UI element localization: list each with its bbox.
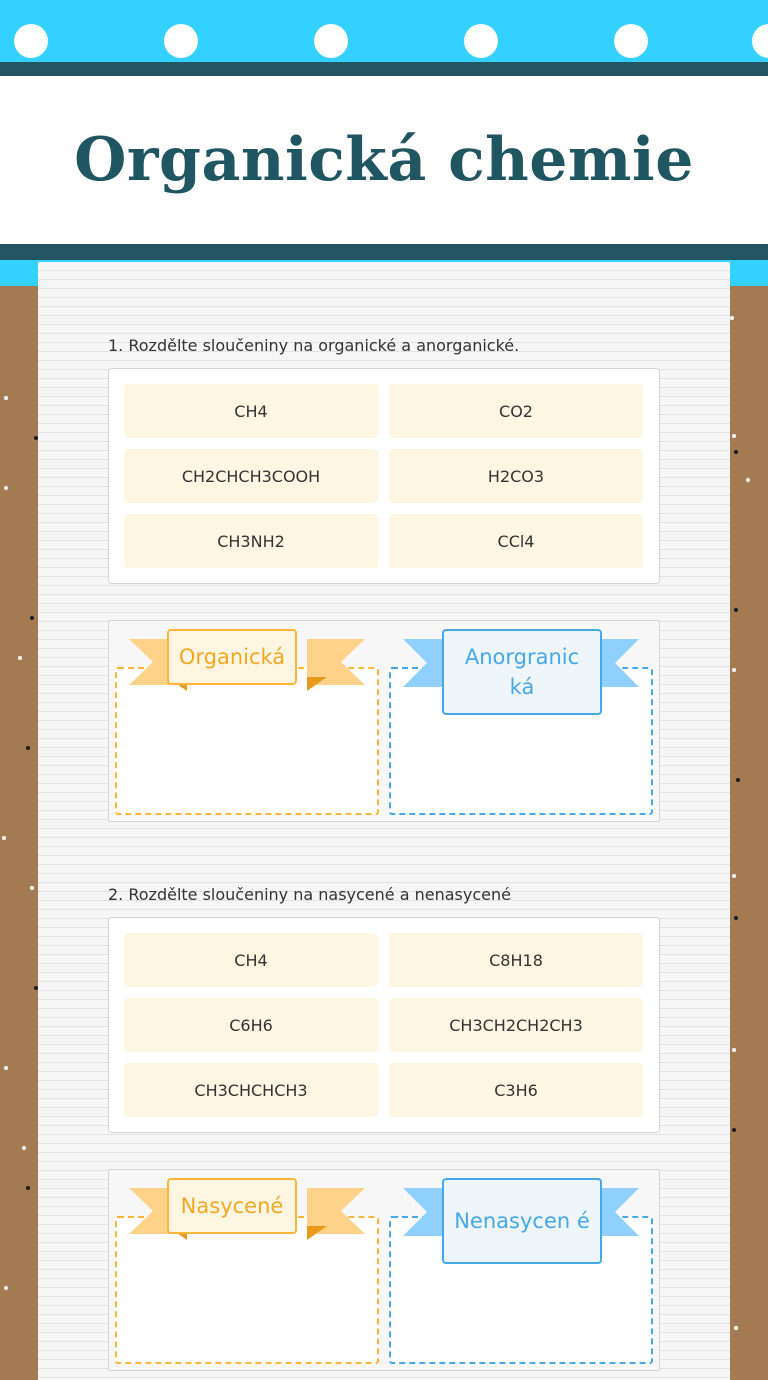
cork-dot (736, 778, 740, 782)
header-top-band (0, 0, 768, 62)
cork-dot (732, 874, 736, 878)
cork-dot (746, 478, 750, 482)
category-label-unsaturated: Nenasycen é (442, 1178, 602, 1264)
cork-dot (4, 1286, 8, 1290)
cork-dot (22, 1146, 26, 1150)
cork-dot (4, 396, 8, 400)
cork-dot (18, 656, 22, 660)
cork-dot (4, 486, 8, 490)
draggable-item[interactable]: C3H6 (389, 1063, 643, 1117)
draggable-item[interactable]: H2CO3 (389, 449, 643, 503)
question-2-items (108, 917, 660, 1133)
cork-dot (734, 608, 738, 612)
question-1-drop-area (108, 620, 660, 822)
cork-dot (30, 886, 34, 890)
draggable-item[interactable]: CH3NH2 (124, 514, 378, 568)
page-title: Organická chemie (74, 125, 694, 195)
draggable-item[interactable]: CH4 (124, 384, 378, 438)
question-2-drop-area (108, 1169, 660, 1371)
header-stripe-top (0, 62, 768, 76)
draggable-item[interactable]: CH3CHCHCH3 (124, 1063, 378, 1117)
cork-dot (30, 616, 34, 620)
draggable-item[interactable]: C6H6 (124, 998, 378, 1052)
category-label-inorganic: Anorgranic ká (442, 629, 602, 715)
draggable-item[interactable]: CCl4 (389, 514, 643, 568)
draggable-item[interactable]: CH2CHCH3COOH (124, 449, 378, 503)
binder-hole (464, 24, 498, 58)
binder-hole (314, 24, 348, 58)
cork-dot (734, 916, 738, 920)
cork-dot (732, 434, 736, 438)
cork-dot (2, 836, 6, 840)
question-1-prompt: 1. Rozdělte sloučeniny na organické a anorganické. (108, 336, 520, 355)
question-2-prompt: 2. Rozdělte sloučeniny na nasycené a nenasycené (108, 885, 511, 904)
cork-dot (732, 1128, 736, 1132)
header-stripe-bottom (0, 244, 768, 260)
cork-dot (734, 450, 738, 454)
cork-dot (732, 1048, 736, 1052)
category-label-saturated: Nasycené (167, 1178, 297, 1234)
binder-hole (14, 24, 48, 58)
binder-hole (614, 24, 648, 58)
cork-dot (26, 1186, 30, 1190)
category-label-organic: Organická (167, 629, 297, 685)
draggable-item[interactable]: C8H18 (389, 933, 643, 987)
question-1-items (108, 368, 660, 584)
cork-dot (4, 1066, 8, 1070)
cork-dot (732, 668, 736, 672)
draggable-item[interactable]: CH3CH2CH2CH3 (389, 998, 643, 1052)
cork-board-left (0, 286, 40, 1380)
draggable-item[interactable]: CO2 (389, 384, 643, 438)
title-band (0, 76, 768, 244)
cork-board-right (728, 286, 768, 1380)
cork-dot (730, 316, 734, 320)
binder-hole (164, 24, 198, 58)
cork-dot (734, 1326, 738, 1330)
cork-dot (26, 746, 30, 750)
draggable-item[interactable]: CH4 (124, 933, 378, 987)
binder-hole (752, 24, 768, 58)
